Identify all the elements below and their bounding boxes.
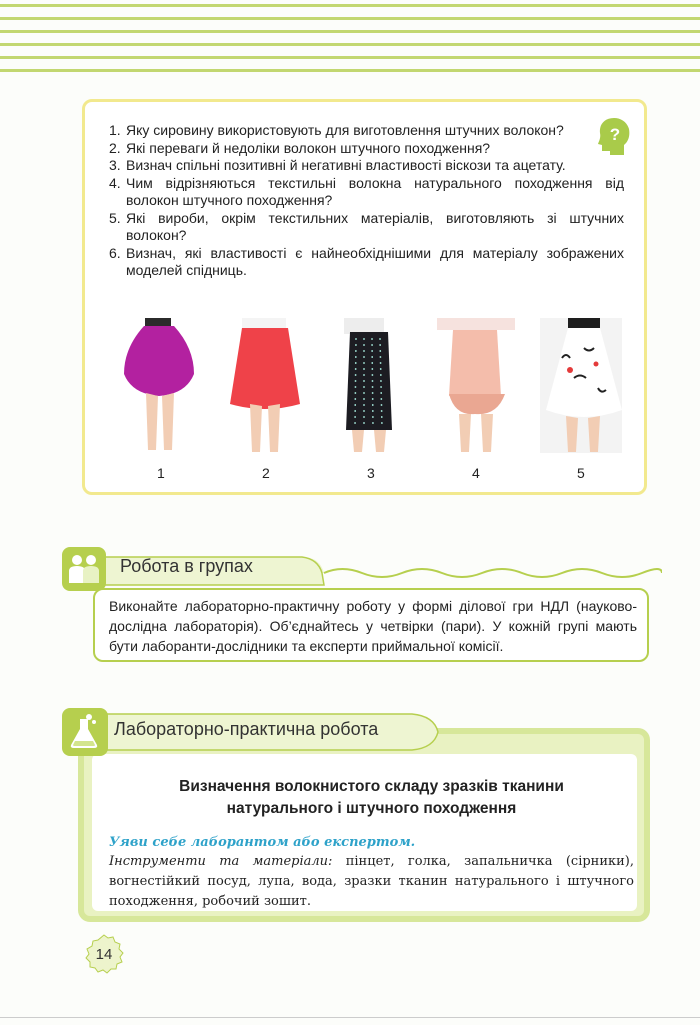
skirt-image-4 [435,318,517,453]
question-item: 5. Які вироби, окрім текстильних матеріалів, виготовляють зі штучних волокон? [109,209,624,243]
skirt-image-5 [540,318,622,453]
tools-text: пінцет, голка, запальничка (сірники), вогнестійкий посуд, лупа, вода, зразки тканин натурального і штучного походження, робочий зошит. [109,854,634,909]
group-work-title: Робота в групах [120,556,253,576]
question-head-icon [597,116,631,156]
lab-heading-line-2: натурального і штучного походження [226,800,517,817]
lab-tools-paragraph [109,852,634,912]
tools-label: Інструменти та матеріали: [109,854,333,869]
lab-work-title: Лабораторно-практична робота [114,719,379,739]
skirt-number: 1 [157,465,165,481]
header-stripes [0,0,700,78]
skirt-image-1 [118,318,200,453]
lab-heading-line-1: Визначення волокнистого складу зразків тканини [179,778,564,795]
svg-text:?: ? [609,125,621,144]
skirt-image-2 [224,318,306,453]
group-work-box [93,588,649,662]
question-item: 3. Визнач спільні позитивні й негативні властивості віскози та ацетату. [109,157,566,173]
skirts-row [100,318,640,458]
group-people-icon [66,551,102,587]
group-work-text: Виконайте лабораторно-практичну роботу у формі ділової гри НДЛ (науково-дослідна лабораторія). Об’єднайтесь у четвірки (пари). У кожній групі мають бути лаборанти-дослідники та експерти приймальної комісії. [109,598,637,654]
skirt-image-3 [330,318,412,453]
skirt-number: 5 [577,465,585,481]
skirt-number: 4 [472,465,480,481]
lab-subtitle: Уяви себе лаборантом або експертом. [109,835,416,850]
question-item: 1. Яку сировину використовують для виготовлення штучних волокон? [109,122,564,138]
questions-list [109,122,624,280]
question-item: 4. Чим відрізняються текстильні волокна натурального походження від волокон штучного походження? [109,174,624,208]
skirt-number: 3 [367,465,375,481]
page-number: 14 [95,946,113,963]
flask-icon [67,711,103,751]
bottom-divider [0,1017,700,1018]
question-item: 2. Які переваги й недоліки волокон штучного походження? [109,139,491,156]
skirt-number: 2 [262,465,270,481]
lab-work-content [109,776,634,912]
question-item: 6. Визнач, які властивості є найнеобхіднішими для матеріалу зображених моделей спідниць. [109,244,624,278]
